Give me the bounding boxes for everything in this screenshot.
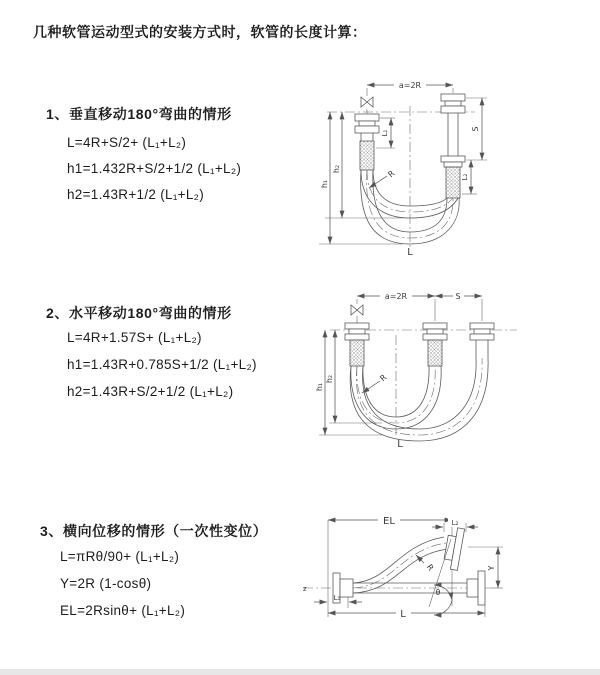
section-3-formula-L: L=πRθ/90+ (L₁+L₂) xyxy=(60,549,180,564)
dim-label-el: EL xyxy=(383,516,395,527)
radius-leader-line xyxy=(416,555,424,563)
section-2-formula-L: L=4R+1.57S+ (L₁+L₂) xyxy=(67,330,202,345)
dim-label-l2: L₂ xyxy=(451,519,459,527)
page-title: 几种软管运动型式的安装方式时，软管的长度计算： xyxy=(33,24,367,40)
section-1-formula-L: L=4R+S/2+ (L₁+L₂) xyxy=(67,135,187,150)
tilted-flange xyxy=(443,526,465,570)
hose-upper-position xyxy=(361,170,458,218)
dim-label-r: R xyxy=(386,168,397,180)
section-1-formula-h1: h1=1.432R+S/2+1/2 (L₁+L₂) xyxy=(67,161,242,176)
dim-label-h2: h₂ xyxy=(332,164,341,174)
vertical-180-bend-diagram xyxy=(315,72,580,257)
braided-hose-section xyxy=(446,167,460,198)
centerline-mark: z xyxy=(303,585,307,593)
section-3-heading: 3、横向位移的情形（一次性变位） xyxy=(40,523,268,539)
radius-leader-line xyxy=(369,176,387,188)
section-1-formula-h2: h2=1.43R+1/2 (L₁+L₂) xyxy=(67,187,205,202)
dim-label-r: R xyxy=(378,372,389,384)
section-1-heading: 1、垂直移动180°弯曲的情形 xyxy=(46,106,232,122)
left-pipe-fitting xyxy=(355,114,379,170)
dim-label-theta: θ xyxy=(435,588,441,597)
valve-icon xyxy=(361,97,373,107)
hose-position-2 xyxy=(350,358,488,441)
section-3-formula-Y: Y=2R (1-cosθ) xyxy=(60,576,152,591)
dim-label-l1: L₁ xyxy=(333,594,341,602)
left-pipe-fitting xyxy=(345,323,369,366)
dim-label-s: S xyxy=(471,126,480,132)
dim-label-l1: L₁ xyxy=(381,129,389,137)
section-2-formula-h2: h2=1.43R+S/2+1/2 (L₁+L₂) xyxy=(67,384,234,399)
page-bottom-edge xyxy=(0,669,600,675)
right-flange xyxy=(467,571,485,605)
dim-label-y: Y xyxy=(487,565,496,571)
valve-icon xyxy=(351,305,363,315)
braided-hose-section xyxy=(360,141,374,170)
dim-label-h1: h₁ xyxy=(315,382,324,392)
horizontal-180-bend-diagram xyxy=(312,283,587,448)
dim-label-l: L xyxy=(407,247,413,257)
right-pipe-fitting xyxy=(441,94,465,198)
dim-label-a2r: a=2R xyxy=(398,81,422,90)
dim-label-h1: h₁ xyxy=(320,179,329,189)
dim-label-l: L xyxy=(397,439,403,448)
dim-label-a2r: a=2R xyxy=(384,292,408,301)
section-2-formula-h1: h1=1.43R+0.785S+1/2 (L₁+L₂) xyxy=(67,357,257,372)
section-3-formula-EL: EL=2Rsinθ+ (L₁+L₂) xyxy=(60,603,186,618)
dim-label-l: L xyxy=(400,609,406,620)
dim-label-r: R xyxy=(424,562,436,573)
right-pipe-fitting xyxy=(470,323,494,358)
dim-label-l2: L₂ xyxy=(461,173,469,181)
lateral-displacement-diagram xyxy=(300,505,590,630)
dim-label-h2: h₂ xyxy=(325,374,334,384)
middle-pipe-fitting xyxy=(423,323,447,366)
dim-label-s: S xyxy=(455,292,461,301)
section-2-heading: 2、水平移动180°弯曲的情形 xyxy=(46,305,232,321)
